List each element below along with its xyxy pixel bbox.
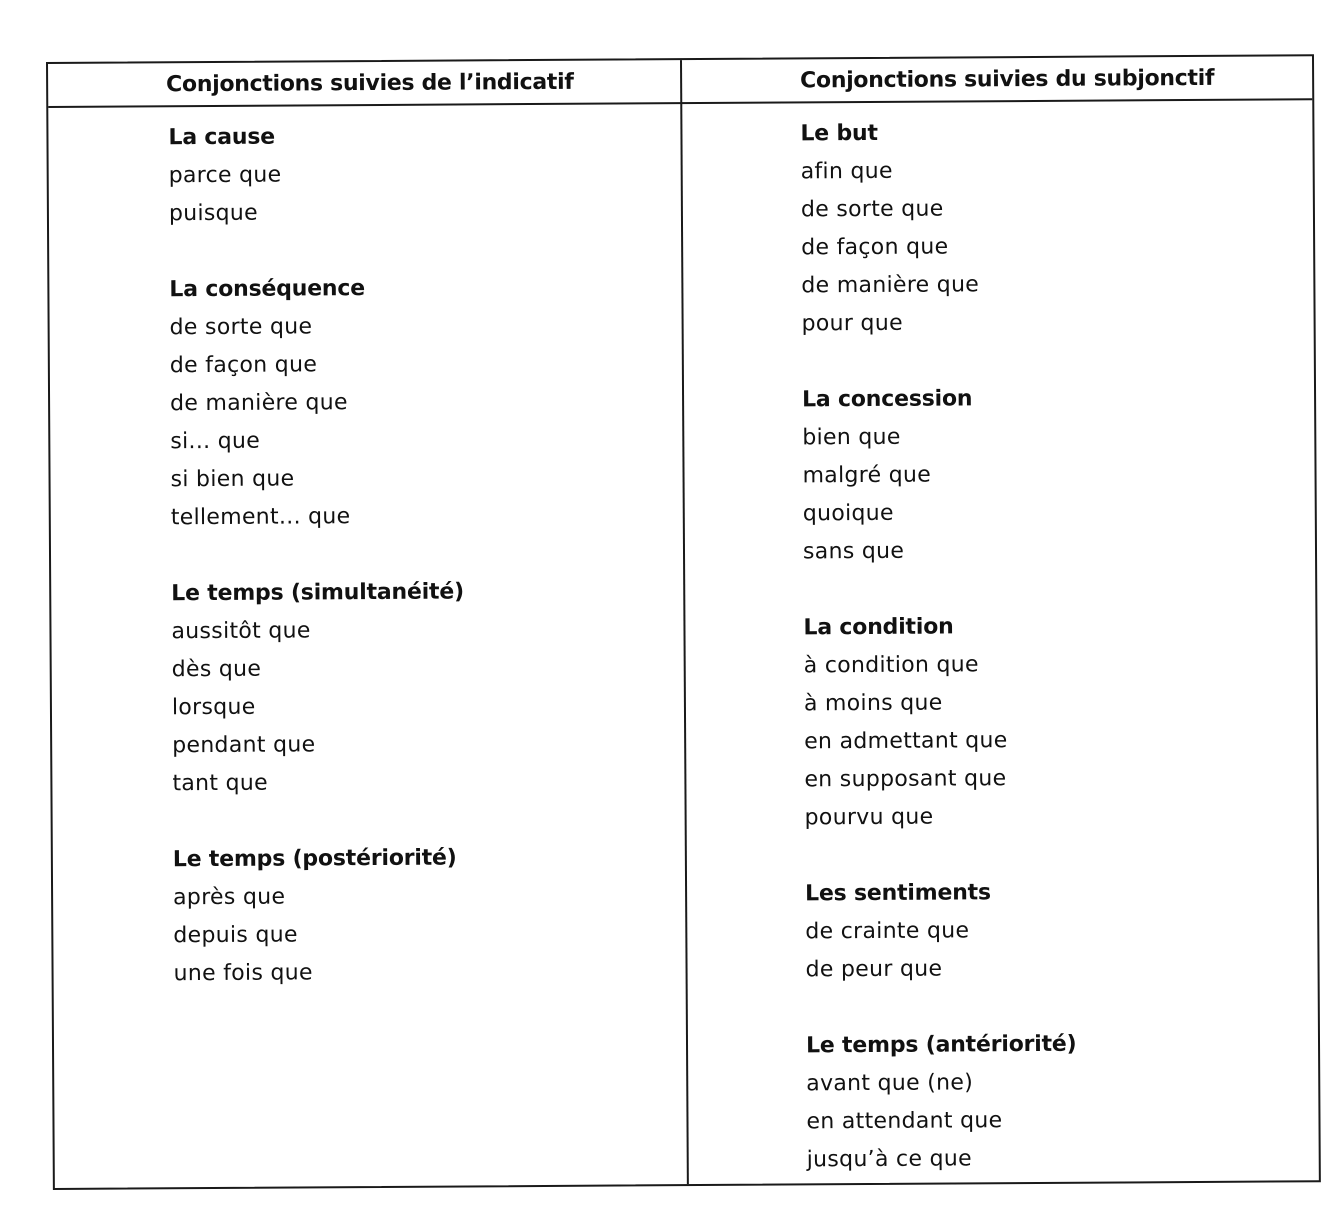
right-column-header: Conjonctions suivies du subjonctif <box>800 65 1215 94</box>
subjunctive-group <box>806 1026 1077 1180</box>
subjunctive-group <box>805 874 1076 990</box>
conjunction-item: parce que <box>168 162 282 189</box>
conjunction-item: si... que <box>170 428 261 455</box>
conjunction-item: de crainte que <box>805 918 970 945</box>
indicative-group <box>169 269 463 537</box>
conjunction-item: avant que (ne) <box>806 1070 974 1097</box>
conjunction-item: de façon que <box>169 352 318 379</box>
group-title: Le temps (antériorité) <box>805 1031 1077 1059</box>
subjunctive-group <box>802 380 1074 572</box>
conjunction-item: aussitôt que <box>171 618 311 645</box>
conjunction-item: lorsque <box>171 694 256 721</box>
group-title: La concession <box>802 386 973 413</box>
group-title: Le temps (postériorité) <box>172 845 457 873</box>
group-title: La cause <box>168 124 276 151</box>
group-title: Le temps (simultanéité) <box>171 579 464 607</box>
indicative-column <box>168 117 466 1031</box>
conjunction-item: de sorte que <box>169 314 313 341</box>
conjunction-item: quoique <box>802 500 894 527</box>
conjunction-item: en admettant que <box>804 728 1008 755</box>
conjunction-item: pourvu que <box>804 804 934 831</box>
subjunctive-group <box>803 608 1075 838</box>
conjunction-item: tellement... que <box>170 504 351 531</box>
conjunctions-table <box>46 54 1321 1190</box>
indicative-group <box>168 117 461 233</box>
conjunction-item: sans que <box>802 538 905 565</box>
column-divider <box>680 60 689 1184</box>
conjunction-item: à moins que <box>803 690 943 717</box>
conjunction-item: à condition que <box>803 652 979 679</box>
subjunctive-column <box>800 114 1077 1218</box>
conjunction-item: en supposant que <box>804 766 1007 793</box>
conjunction-item: de manière que <box>170 390 348 417</box>
conjunction-item: de manière que <box>801 272 980 299</box>
conjunction-item: de sorte que <box>800 196 944 223</box>
conjunction-item: après que <box>173 884 286 911</box>
conjunction-item: bien que <box>802 424 901 451</box>
group-title: La condition <box>803 614 954 641</box>
conjunction-item: une fois que <box>173 960 313 987</box>
indicative-group <box>173 839 467 993</box>
conjunction-item: dès que <box>171 656 262 683</box>
conjunction-item: pour que <box>801 310 903 337</box>
conjunction-item: de façon que <box>801 234 949 261</box>
conjunction-item: si bien que <box>170 466 295 493</box>
conjunction-item: malgré que <box>802 462 932 489</box>
group-title: Les sentiments <box>805 880 991 907</box>
conjunction-item: de peur que <box>805 956 943 983</box>
subjunctive-group <box>800 114 1072 344</box>
conjunction-item: jusqu’à ce que <box>806 1146 972 1173</box>
left-column-header: Conjonctions suivies de l’indicatif <box>166 69 574 98</box>
group-title: La conséquence <box>169 276 365 303</box>
conjunction-item: tant que <box>172 770 269 797</box>
conjunction-item: depuis que <box>173 922 298 949</box>
indicative-group <box>171 573 465 803</box>
conjunction-item: puisque <box>168 200 259 227</box>
conjunction-item: en attendant que <box>806 1108 1003 1135</box>
conjunction-item: afin que <box>800 158 893 185</box>
group-title: Le but <box>800 120 878 147</box>
conjunction-item: pendant que <box>172 732 316 759</box>
